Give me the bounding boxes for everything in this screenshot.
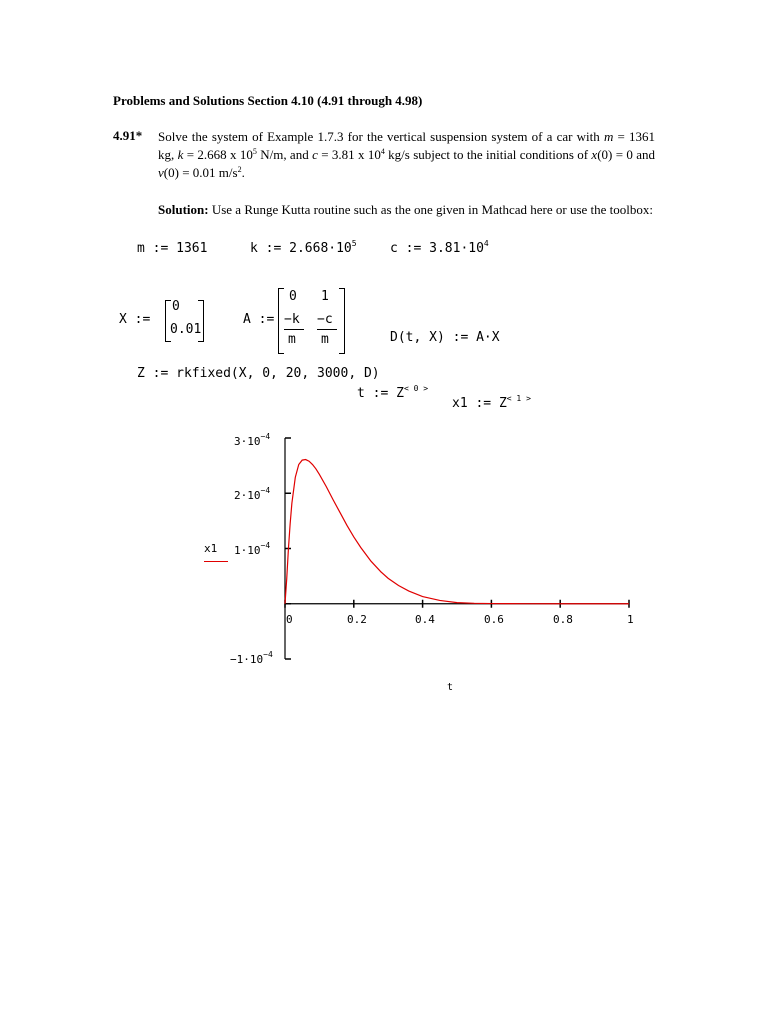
k-def-exponent: 5 [351, 239, 357, 248]
problem-text: = 1361 kg, [158, 129, 655, 162]
k-exponent: 5 [252, 147, 257, 156]
x-tick-label: 0 [286, 613, 293, 626]
y-axis-label: x1 [204, 542, 218, 555]
y-tick-exponent: −4 [260, 541, 271, 550]
a-matrix-r2c1-denominator: m [288, 332, 296, 347]
x-tick-label: 0.4 [415, 613, 435, 626]
y-tick-mantissa: 1·10 [234, 544, 261, 557]
d-function-definition: D(t, X) := A·X [390, 330, 500, 345]
solution-text: Use a Runge Kutta routine such as the one given in Mathcad here or use the toolbox: [208, 202, 653, 217]
t-def-text: t := Z [357, 386, 404, 401]
var-m: m [603, 129, 614, 144]
x-vector-row1: 0 [172, 299, 180, 314]
problem-text: kg/s subject to the initial conditions of [384, 147, 592, 162]
var-c: c [312, 147, 318, 162]
var-k: k [177, 147, 184, 162]
x-tick-label: 0.2 [347, 613, 367, 626]
x-tick-label: 0.6 [484, 613, 504, 626]
k-def-text: k := 2.668·10 [250, 241, 352, 256]
x-axis-label: t [447, 682, 454, 693]
x1-def-superscript: < 1 > [506, 394, 531, 403]
c-def-text: c := 3.81·10 [390, 241, 484, 256]
var-x: x [591, 147, 598, 162]
m-definition: m := 1361 [137, 241, 208, 256]
problem-text: Solve the system of Example 1.7.3 for the vertical suspension system of a car with [158, 129, 600, 144]
x-tick-label: 1 [627, 613, 634, 626]
y-tick-label [234, 486, 271, 502]
x1-def-text: x1 := Z [452, 396, 507, 411]
y-tick-exponent: −4 [260, 486, 271, 495]
y-tick-label [234, 432, 271, 448]
y-tick-exponent: −4 [263, 650, 273, 659]
plot-axes [285, 438, 629, 659]
solution-label: Solution: [158, 202, 209, 217]
x-tick-label: 0.8 [553, 613, 573, 626]
a-matrix-r2c2-numerator: −c [317, 312, 333, 327]
problem-text: = 2.668 x 10 [183, 147, 253, 162]
var-v: v [158, 165, 164, 180]
c-def-exponent: 4 [483, 239, 489, 248]
y-tick-mantissa: 3·10 [234, 435, 261, 448]
y-tick-mantissa: 2·10 [234, 489, 261, 502]
c-exponent: 4 [380, 147, 385, 156]
y-tick-label [230, 650, 273, 666]
problem-text: . [241, 165, 245, 180]
problem-text: N/m, and [256, 147, 313, 162]
t-def-superscript: < 0 > [403, 384, 429, 393]
problem-number: 4.91* [113, 128, 143, 143]
legend-line [204, 561, 228, 562]
z-definition: Z := rkfixed(X, 0, 20, 3000, D) [137, 366, 380, 381]
section-heading: Problems and Solutions Section 4.10 (4.91 through 4.98) [113, 93, 423, 108]
x1-series-line [285, 460, 629, 604]
a-matrix-lhs: A := [243, 312, 275, 327]
problem-text: (0) = 0 and [597, 147, 656, 162]
problem-text: = 3.81 x 10 [317, 147, 381, 162]
x-vector-row2: 0.01 [170, 322, 202, 337]
a-matrix-r1c1: 0 [289, 289, 297, 304]
a-matrix-r1c2: 1 [321, 289, 329, 304]
y-tick-mantissa: −1·10 [230, 653, 264, 666]
y-tick-label [234, 541, 271, 557]
y-tick-exponent: −4 [260, 432, 271, 441]
v-exponent: 2 [237, 165, 242, 174]
a-matrix-r2c2-denominator: m [321, 332, 329, 347]
x-vector-lhs: X := [119, 312, 151, 327]
problem-text: (0) = 0.01 m/s [163, 165, 238, 180]
a-matrix-r2c1-numerator: −k [284, 312, 300, 327]
